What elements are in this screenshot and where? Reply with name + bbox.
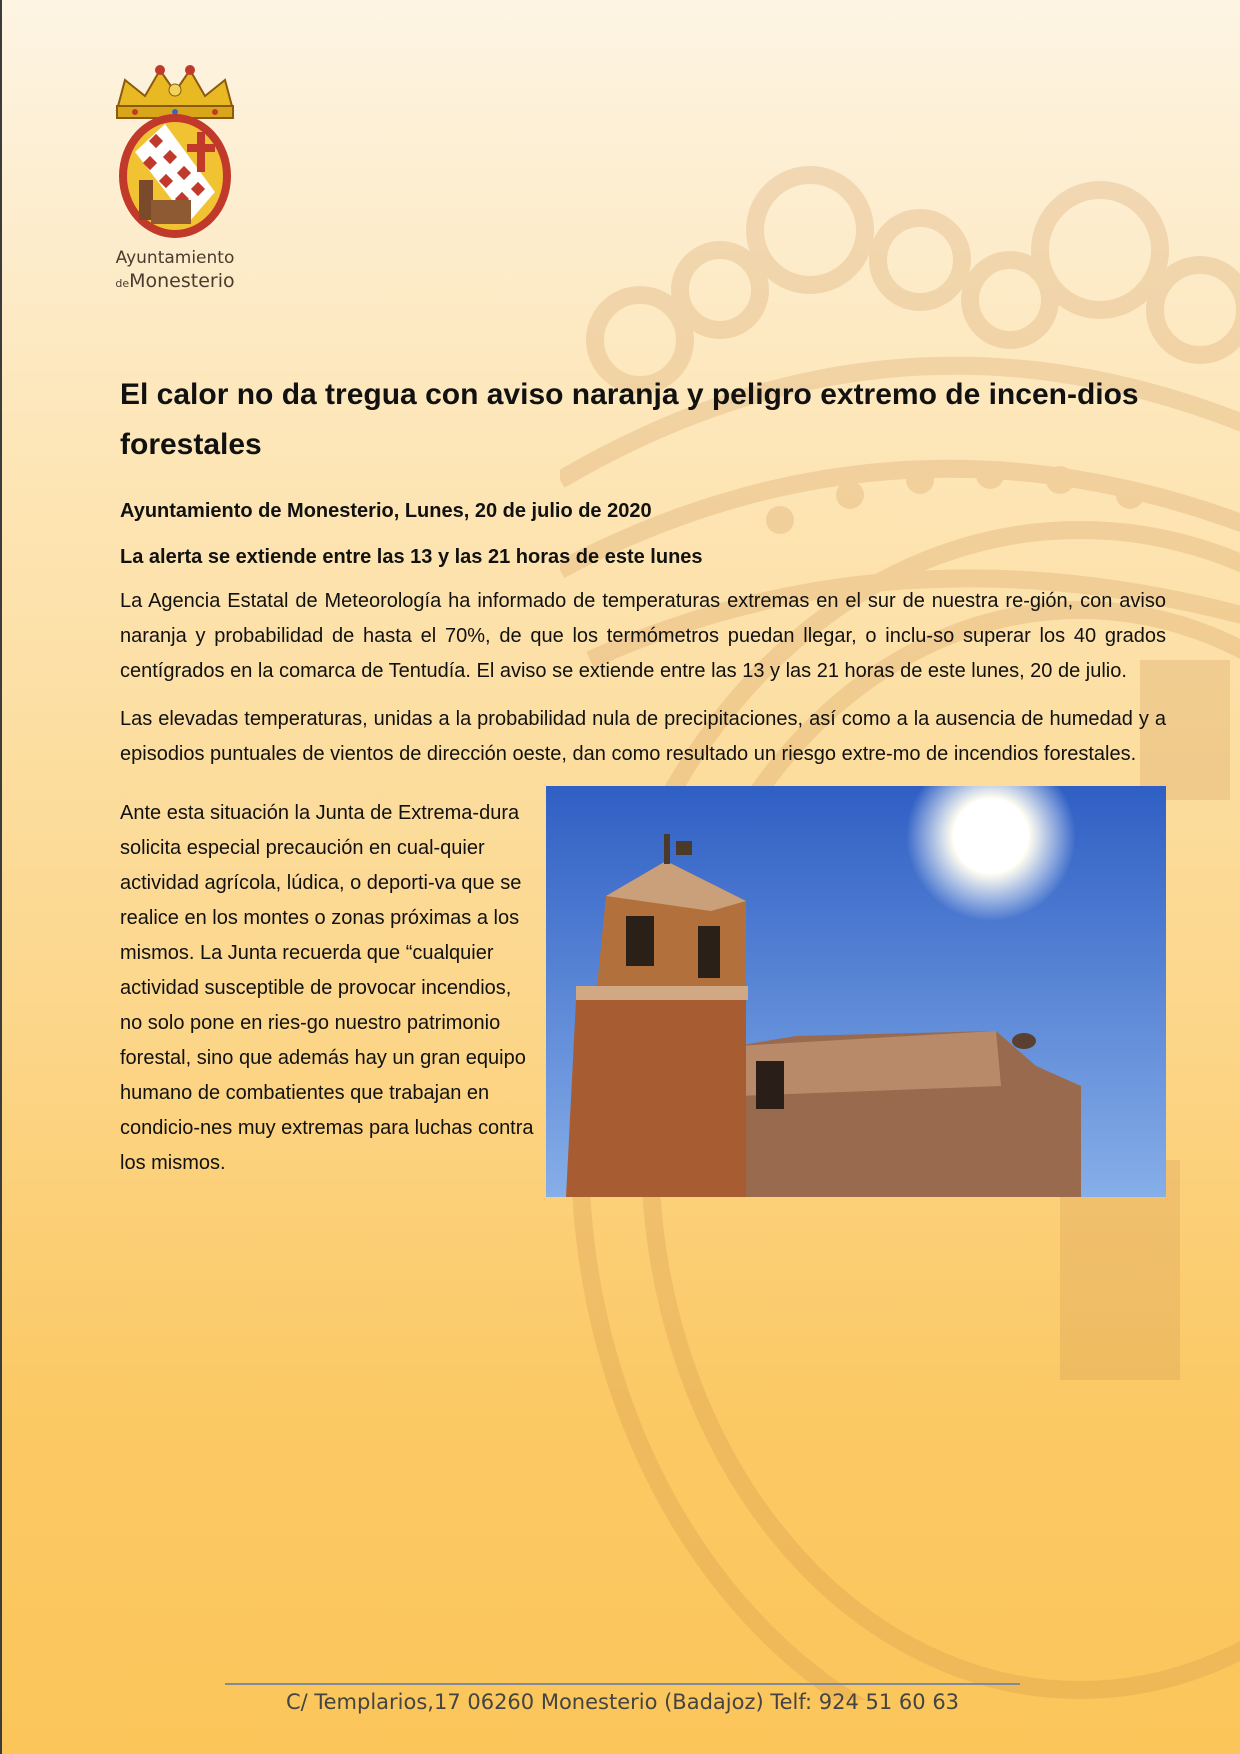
article-paragraph-1: La Agencia Estatal de Meteorología ha informado de temperaturas extremas en el sur de nuestra re-gión, con aviso naranja y probabilidad de hasta el 70%, de que los termómetros puedan llegar, o inclu-so superar los 40 grados centígrados en la comarca de Tentudía. El aviso se extiende entre las 13 y las 21 horas de este lunes, 20 de julio. [120, 590, 1166, 682]
article-subtitle: La alerta se extiende entre las 13 y las 21 horas de este lunes [120, 546, 703, 568]
church-tower-photo [546, 786, 1166, 1197]
logo-name-line2 [100, 270, 250, 292]
article-paragraph-3: Ante esta situación la Junta de Extrema-dura solicita especial precaución en cual-quier actividad agrícola, lúdica, o deporti-va que se realice en los montes o zonas próximas a los mismos. La Junta recuerda que “cualquier actividad susceptible de provocar incendios, no solo pone en ries-go nuestro patrimonio forestal, sino que además hay un gran equipo humano de combatientes que trabajan en condicio-nes muy extremas para luchas contra los mismos. [120, 802, 534, 1174]
article-title: El calor no da tregua con aviso naranja y peligro extremo de incen-dios forestales [120, 378, 1139, 461]
logo-name-line1: Ayuntamiento [115, 248, 235, 268]
article-paragraph-2: Las elevadas temperaturas, unidas a la probabilidad nula de precipitaciones, así como a la ausencia de humedad y a episodios puntuales de vientos de dirección oeste, dan como resultado un riesgo extre-mo de incendios forestales. [120, 708, 1166, 765]
coat-of-arms-icon [105, 62, 245, 242]
town-hall-logo [100, 62, 250, 302]
logo-name-prefix: de [115, 277, 130, 290]
page-left-border [0, 0, 2, 1754]
photo-section [120, 786, 1166, 1206]
article [120, 370, 1166, 1206]
logo-name-main: Monesterio [129, 270, 235, 292]
article-byline: Ayuntamiento de Monesterio, Lunes, 20 de julio de 2020 [120, 500, 652, 522]
footer-divider [225, 1683, 1020, 1685]
footer-address: C/ Templarios,17 06260 Monesterio (Badajoz) Telf: 924 51 60 63 [285, 1690, 960, 1714]
church-sun-image [546, 786, 1166, 1197]
